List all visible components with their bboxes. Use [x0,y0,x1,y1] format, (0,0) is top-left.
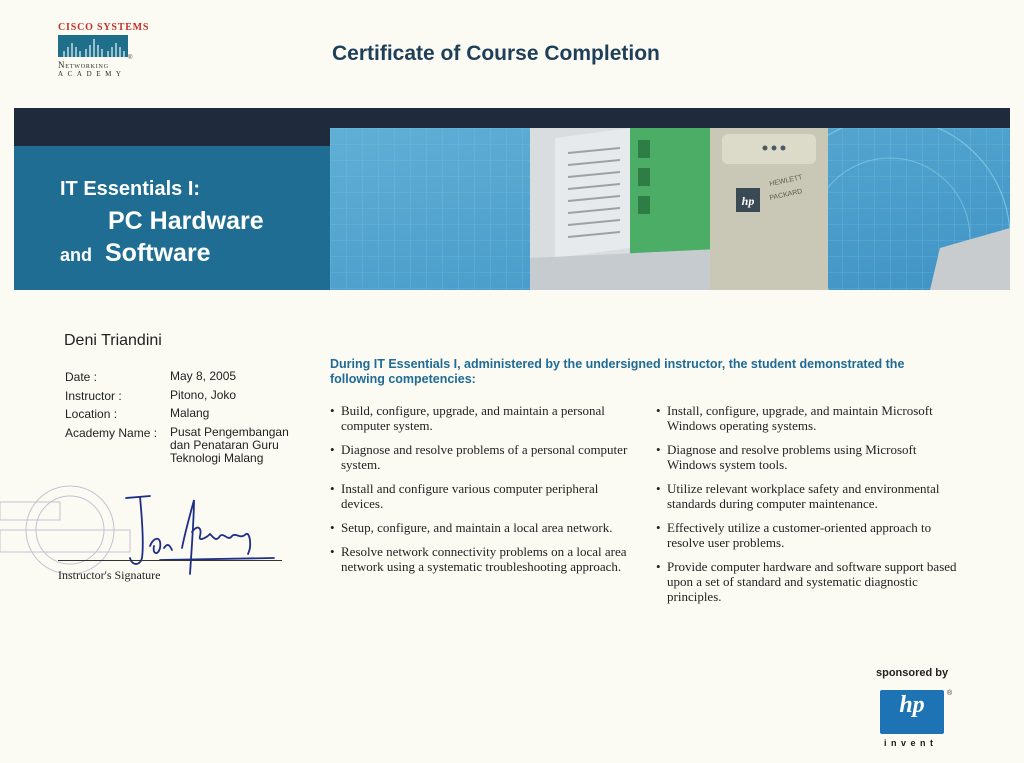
detail-label: Academy Name : [65,426,158,440]
logo-networking-text: Networking [58,60,109,70]
course-title-and: and [60,245,93,265]
course-banner [14,108,1010,290]
hp-logo-text: hp [899,692,925,718]
list-item: • Provide computer hardware and software support based upon a set of standard and systematic diagnostic principles. [656,559,966,604]
signature-line [58,560,282,561]
list-item: • Diagnose and resolve problems of a personal computer system. [330,442,635,472]
cisco-networking-academy-logo [58,22,150,92]
competency-list-left [330,403,635,583]
svg-text:PACKARD: PACKARD [768,188,804,202]
list-item: • Effectively utilize a customer-oriented approach to resolve user problems. [656,520,966,550]
cisco-bridge-icon [58,35,128,57]
course-title-line3: Software [105,239,211,267]
list-item: • Setup, configure, and maintain a local area network. [330,520,635,535]
detail-label: Date : [65,370,98,384]
sponsored-by-label: sponsored by [876,667,949,679]
list-item: • Diagnose and resolve problems using Microsoft Windows system tools. [656,442,966,472]
signature-label: Instructor's Signature [58,568,161,582]
hp-invent-tagline: invent [884,738,938,748]
detail-value: May 8, 2005 [170,369,237,383]
svg-text:hp: hp [741,194,755,208]
instructor-signature [120,488,280,578]
course-title-line2: PC Hardware [108,207,264,235]
registered-mark: ® [128,55,133,61]
detail-label: Location : [65,407,118,421]
competency-list-right [656,403,966,613]
list-item: • Install and configure various computer peripheral devices. [330,481,635,511]
registered-mark: ® [947,690,953,697]
list-item: • Install, configure, upgrade, and maintain Microsoft Windows operating systems. [656,403,966,433]
course-title-line1: IT Essentials I: [60,178,201,200]
detail-label: Instructor : [65,389,122,403]
competencies-intro: During IT Essentials I, administered by the undersigned instructor, the student demonstrated the following competencies: [330,357,905,386]
logo-cisco-systems-text: CISCO SYSTEMS [58,22,150,33]
list-item: • Build, configure, upgrade, and maintain a personal computer system. [330,403,635,433]
detail-value: Pusat Pengembangan dan Penataran Guru Teknologi Malang [170,425,289,465]
student-name: Deni Triandini [64,332,162,349]
logo-academy-text: ACADEMY [58,70,126,78]
detail-value: Malang [170,406,210,420]
certificate-title: Certificate of Course Completion [332,42,660,65]
detail-value: Pitono, Joko [170,388,237,402]
academy-stamp [0,482,140,582]
banner-pc-illustration [330,128,1010,290]
svg-text:HEWLETT: HEWLETT [768,174,804,188]
list-item: • Resolve network connectivity problems on a local area network using a systematic troubleshooting approach. [330,544,635,574]
list-item: • Utilize relevant workplace safety and environmental standards during computer maintenance. [656,481,966,511]
